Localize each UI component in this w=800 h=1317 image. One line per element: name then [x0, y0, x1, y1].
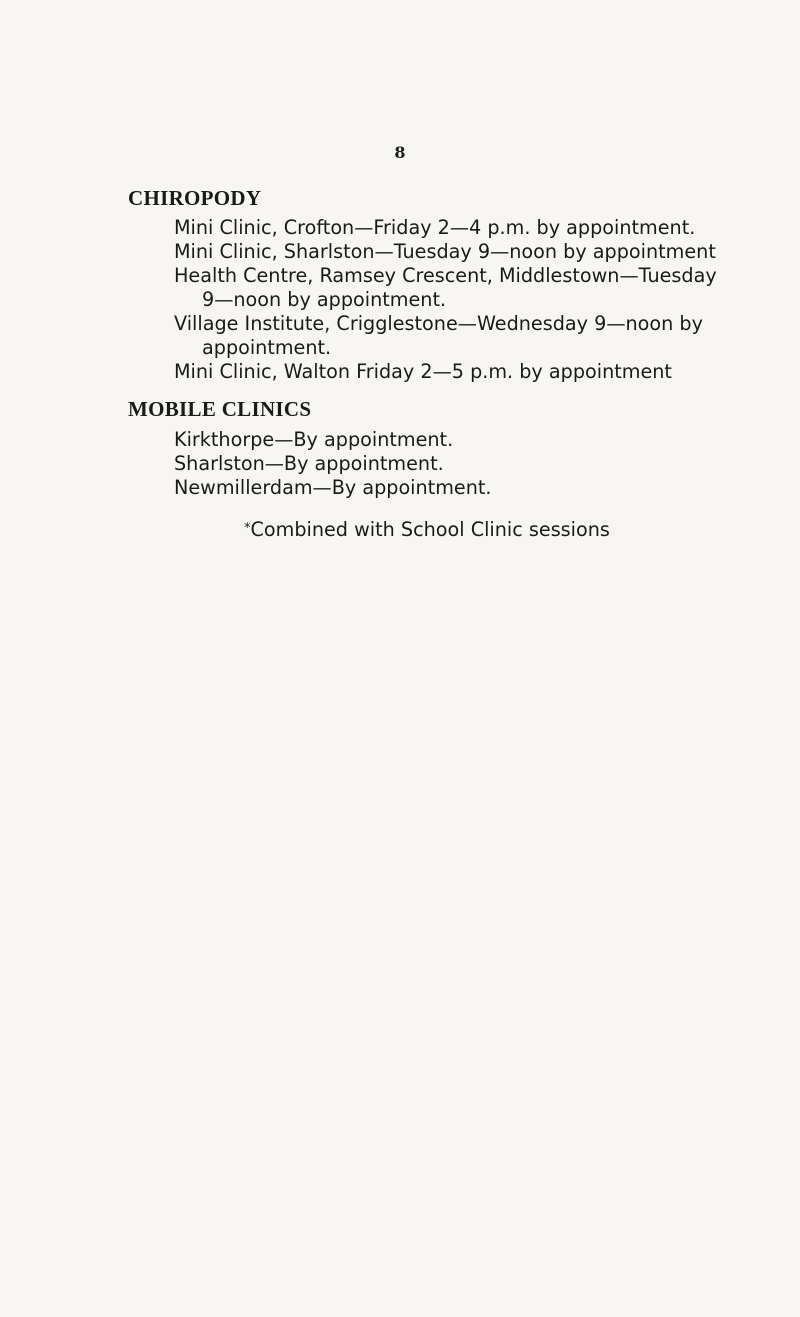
- footnote: [244, 517, 610, 542]
- chiropody-entry-walton: Mini Clinic, Walton Friday 2—5 p.m. by appointment: [174, 360, 672, 383]
- mobile-entry-kirkthorpe: Kirkthorpe—By appointment.: [174, 428, 454, 451]
- mobile-clinics-list: [174, 428, 774, 500]
- footnote-marker: *: [244, 521, 251, 536]
- chiropody-entry-crigglestone: Village Institute, Crigglestone—Wednesday 9—noon by appointment.: [174, 312, 703, 359]
- mobile-entry-sharlston: Sharlston—By appointment.: [174, 452, 444, 475]
- chiropody-heading: CHIROPODY: [128, 186, 262, 210]
- chiropody-entry-sharlston: Mini Clinic, Sharlston—Tuesday 9—noon by appointment: [174, 240, 716, 263]
- chiropody-entry-crofton: Mini Clinic, Crofton—Friday 2—4 p.m. by appointment.: [174, 216, 696, 239]
- chiropody-list: [174, 216, 774, 384]
- mobile-clinics-heading: MOBILE CLINICS: [128, 397, 312, 421]
- mobile-entry-newmillerdam: Newmillerdam—By appointment.: [174, 476, 492, 499]
- page-number: 8: [394, 143, 406, 162]
- chiropody-entry-middlestown: Health Centre, Ramsey Crescent, Middlestown—Tuesday 9—noon by appointment.: [174, 264, 717, 311]
- footnote-text: Combined with School Clinic sessions: [250, 518, 610, 541]
